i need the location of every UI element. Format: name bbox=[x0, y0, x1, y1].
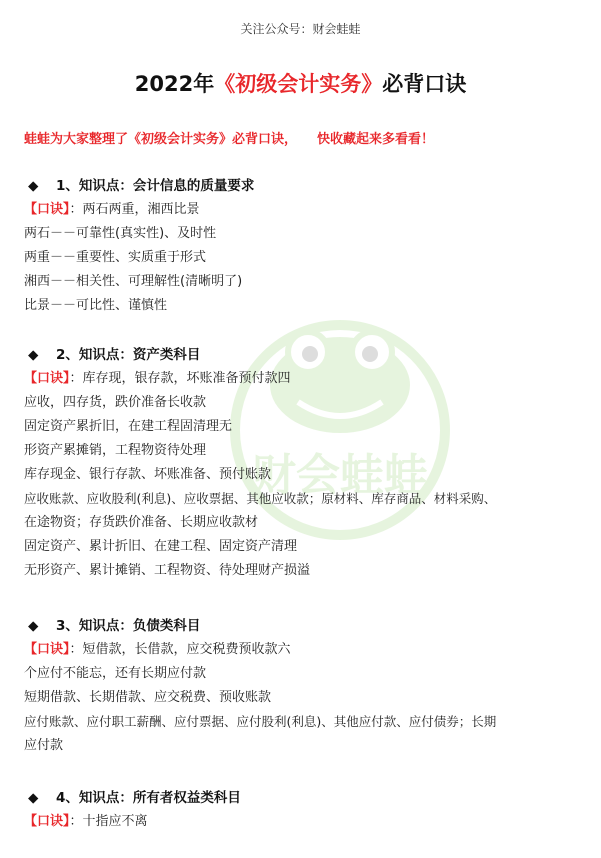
section-title: 3、知识点：负债类科目 bbox=[56, 618, 201, 634]
watermark-text: 财会蛙蛙 bbox=[252, 450, 428, 501]
intro-text bbox=[24, 128, 584, 147]
content-line: 两重－－重要性、实质重于形式 bbox=[24, 250, 207, 265]
content-line: 个应付不能忘，还有长期应付款 bbox=[24, 666, 207, 681]
koujue-label: 【口诀】 bbox=[24, 371, 70, 386]
section-heading bbox=[24, 786, 584, 810]
section-2 bbox=[24, 343, 584, 583]
title-book: 《初级会计实务》 bbox=[214, 72, 383, 96]
content-line: 无形资产、累计摊销、工程物资、待处理财产损溢 bbox=[24, 563, 311, 578]
section-heading bbox=[24, 614, 584, 638]
koujue-line bbox=[24, 810, 584, 834]
content-line: 应付账款、应付职工薪酬、应付票据、应付股利(利息)、其他应付款、应付债券；长期 bbox=[24, 714, 497, 729]
title-suffix: 必背口诀 bbox=[382, 72, 467, 96]
content-line: 两石－－可靠性(真实性)、及时性 bbox=[24, 226, 217, 241]
content-line: 湘西－－相关性、可理解性(清晰明了) bbox=[24, 274, 243, 289]
section-title: 4、知识点：所有者权益类科目 bbox=[56, 790, 241, 806]
koujue-text: ：两石两重，湘西比景 bbox=[69, 202, 200, 217]
content-line: 应收，四存货，跌价准备长收款 bbox=[24, 395, 207, 410]
diamond-bullet-icon: ◆ bbox=[28, 790, 39, 806]
section-heading bbox=[24, 174, 584, 198]
koujue-line bbox=[24, 638, 584, 662]
section-title: 1、知识点：会计信息的质量要求 bbox=[56, 178, 255, 194]
content-line: 比景－－可比性、谨慎性 bbox=[24, 298, 168, 313]
intro-part1: 蛙蛙为大家整理了《初级会计实务》必背口诀， bbox=[24, 132, 298, 147]
koujue-label: 【口诀】 bbox=[24, 814, 70, 829]
content-line: 库存现金、银行存款、坏账准备、预付账款 bbox=[24, 467, 272, 482]
content-line: 应收账款、应收股利(利息)、应收票据、其他应收款；原材料、库存商品、材料采购、 bbox=[24, 491, 497, 506]
koujue-line bbox=[24, 367, 584, 391]
diamond-bullet-icon: ◆ bbox=[28, 618, 39, 634]
follow-account-line: 关注公众号：财会蛙蛙 bbox=[240, 22, 361, 36]
content-line: 应付款 bbox=[24, 738, 64, 753]
koujue-text: ：十指应不离 bbox=[69, 814, 148, 829]
section-3 bbox=[24, 614, 584, 758]
section-1 bbox=[24, 174, 584, 318]
section-title: 2、知识点：资产类科目 bbox=[56, 347, 201, 363]
intro-part2: 快收藏起来多看看！ bbox=[317, 132, 435, 147]
koujue-label: 【口诀】 bbox=[24, 202, 70, 217]
diamond-bullet-icon: ◆ bbox=[28, 178, 39, 194]
koujue-text: ：库存现，银存款，坏账准备预付款四 bbox=[69, 371, 291, 386]
diamond-bullet-icon: ◆ bbox=[28, 347, 39, 363]
content-line: 短期借款、长期借款、应交税费、预收账款 bbox=[24, 690, 272, 705]
page-title bbox=[0, 68, 601, 98]
section-heading bbox=[24, 343, 584, 367]
content-line: 固定资产累折旧，在建工程固清理无 bbox=[24, 419, 233, 434]
content-line: 在途物资；存货跌价准备、长期应收款材 bbox=[24, 515, 259, 530]
koujue-line bbox=[24, 198, 584, 222]
content-line: 固定资产、累计折旧、在建工程、固定资产清理 bbox=[24, 539, 298, 554]
content-line: 形资产累摊销，工程物资待处理 bbox=[24, 443, 207, 458]
title-year: 2022年 bbox=[134, 72, 215, 96]
koujue-label: 【口诀】 bbox=[24, 642, 70, 657]
koujue-text: ：短借款，长借款，应交税费预收款六 bbox=[69, 642, 291, 657]
section-4 bbox=[24, 786, 584, 834]
